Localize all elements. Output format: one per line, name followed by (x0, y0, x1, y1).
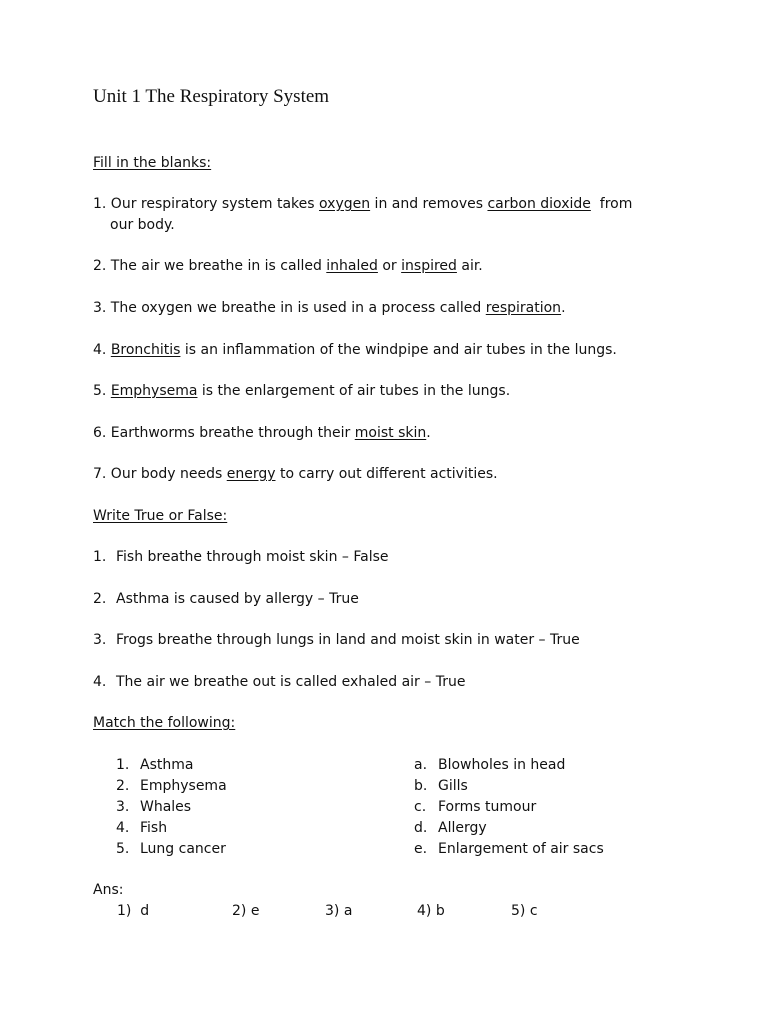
true-false-heading: Write True or False: (93, 508, 228, 524)
tf-item-3: 3. Frogs breathe through lungs in land and moist skin in water – True (93, 632, 580, 648)
answer-blank: carbon dioxide (487, 196, 591, 212)
fill-blanks-heading: Fill in the blanks: (93, 155, 212, 171)
answer-blank: oxygen (319, 196, 371, 212)
fill-question-4: 4. Bronchitis is an inflammation of the windpipe and air tubes in the lungs. (93, 342, 617, 358)
answer-blank: respiration (485, 300, 562, 316)
match-right-item: c. Forms tumour (414, 799, 537, 815)
fill-question-5: 5. Emphysema is the enlargement of air tubes in the lungs. (93, 383, 511, 399)
answer-blank: inhaled (326, 258, 378, 274)
match-right-item: e. Enlargement of air sacs (414, 841, 604, 857)
fill-question-7: 7. Our body needs energy to carry out different activities. (93, 466, 498, 482)
answer-item: 2) e (232, 903, 260, 919)
fill-question-1-continuation: our body. (110, 217, 175, 233)
answer-blank: Bronchitis (110, 342, 181, 358)
answer-item: 4) b (417, 903, 445, 919)
match-left-item: 3. Whales (116, 799, 192, 815)
answer-blank: Emphysema (110, 383, 198, 399)
tf-item-2: 2. Asthma is caused by allergy – True (93, 591, 359, 607)
match-right-item: a. Blowholes in head (414, 757, 566, 773)
match-right-item: d. Allergy (414, 820, 487, 836)
tf-item-1: 1. Fish breathe through moist skin – False (93, 549, 389, 565)
answer-blank: inspired (401, 258, 457, 274)
answer-blank: energy (226, 466, 276, 482)
match-left-item: 5. Lung cancer (116, 841, 226, 857)
answers-label: Ans: (93, 882, 124, 898)
match-heading: Match the following: (93, 715, 236, 731)
fill-question-3: 3. The oxygen we breathe in is used in a process called respiration. (93, 300, 566, 316)
fill-question-6: 6. Earthworms breathe through their moist skin. (93, 425, 431, 441)
page-title: Unit 1 The Respiratory System (93, 86, 330, 107)
answer-blank: moist skin (354, 425, 427, 441)
match-left-item: 2. Emphysema (116, 778, 227, 794)
answer-item: 3) a (325, 903, 353, 919)
fill-question-2: 2. The air we breathe in is called inhaled or inspired air. (93, 258, 483, 274)
answer-item: 1) d (117, 903, 150, 919)
tf-item-4: 4. The air we breathe out is called exhaled air – True (93, 674, 466, 690)
fill-question-1: 1. Our respiratory system takes oxygen in and removes carbon dioxide from (93, 196, 633, 212)
match-left-item: 4. Fish (116, 820, 168, 836)
match-right-item: b. Gills (414, 778, 468, 794)
answer-item: 5) c (511, 903, 538, 919)
match-left-item: 1. Asthma (116, 757, 194, 773)
question-number: 1. (93, 196, 107, 212)
